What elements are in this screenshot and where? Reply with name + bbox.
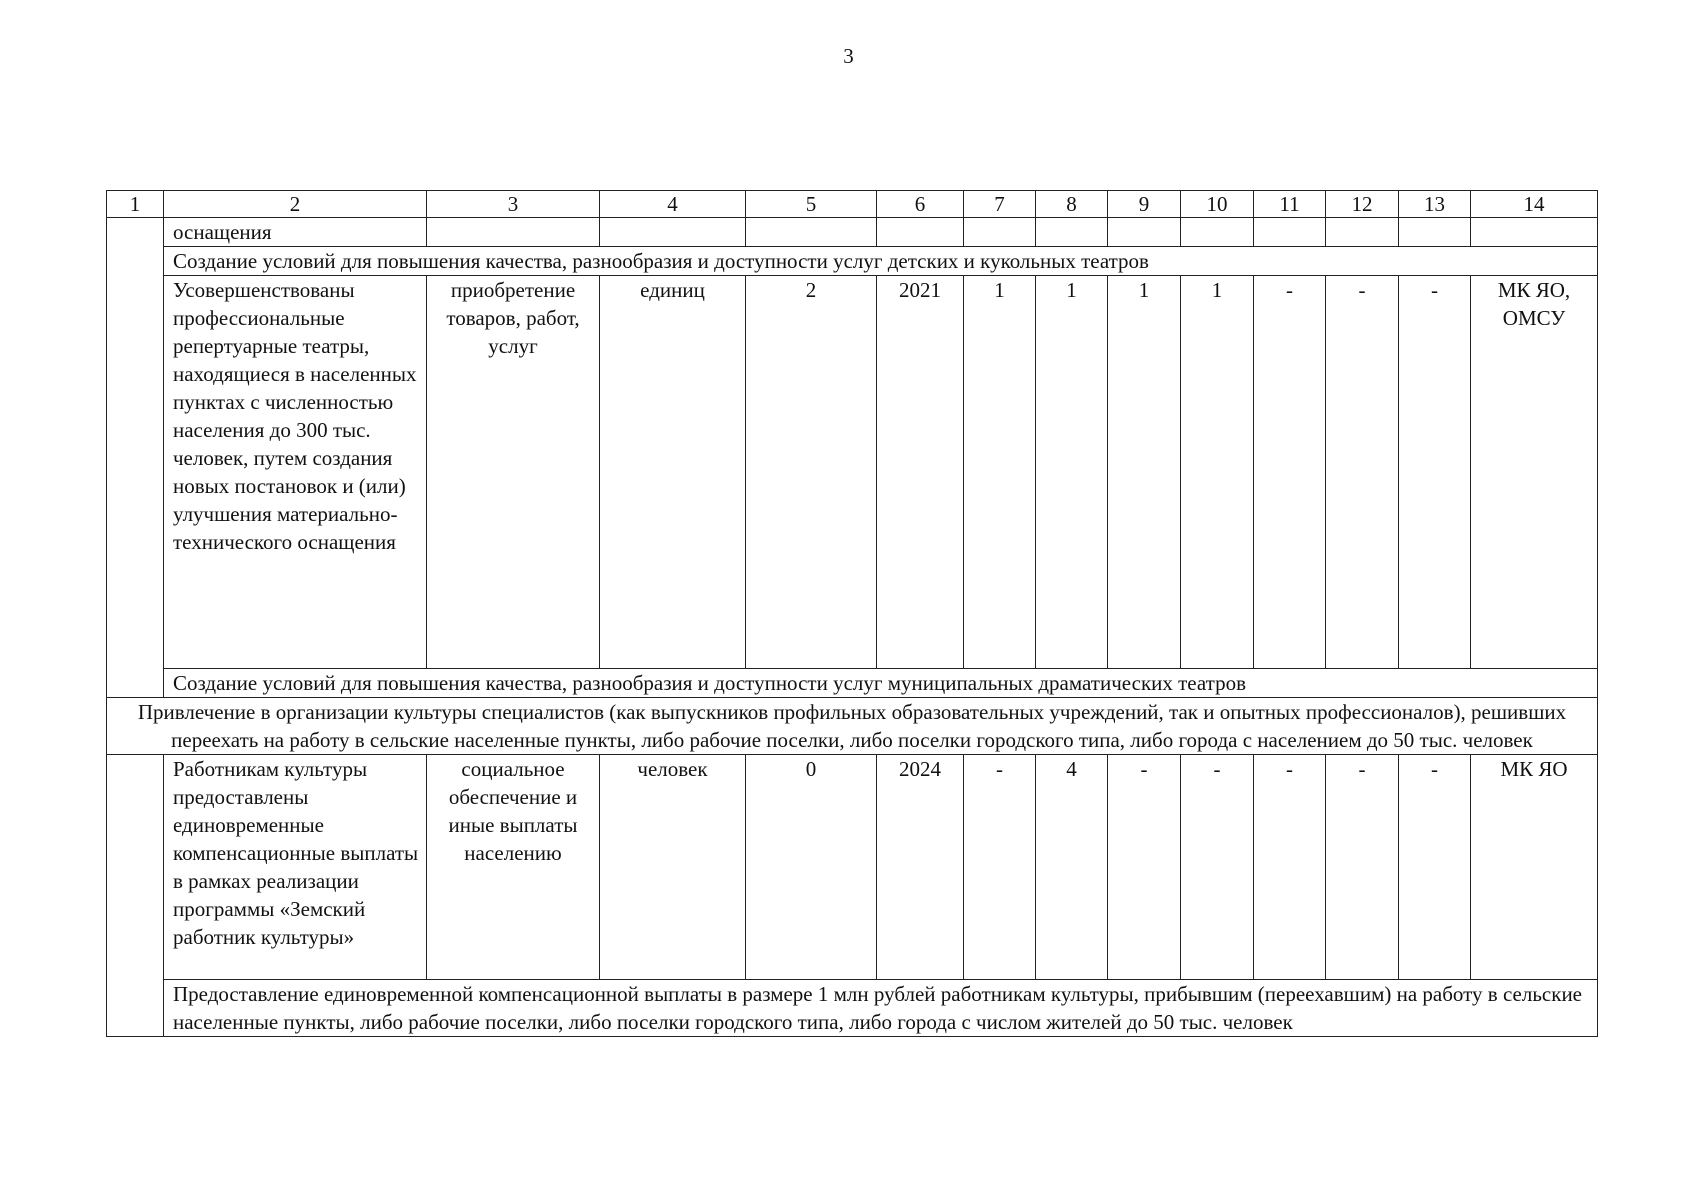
value-cell: 1 bbox=[1181, 276, 1254, 669]
header-cell: 7 bbox=[964, 191, 1036, 218]
description-text: Предоставление единовременной компенсационной выплаты в размере 1 млн рублей работникам культуры, прибывшим (переехавшим) на работу в сельские населенные пункты, либо рабочие поселки, либо поселки городского типа, либо города с числом жителей до 50 тыс. человек bbox=[164, 980, 1598, 1037]
value-cell: - bbox=[1326, 755, 1399, 980]
section-title: Создание условий для повышения качества, разнообразия и доступности услуг муниципальных драматических театров bbox=[164, 669, 1598, 698]
header-cell: 6 bbox=[877, 191, 964, 218]
responsible-cell: МК ЯО, ОМСУ bbox=[1471, 276, 1598, 669]
value-cell: - bbox=[964, 755, 1036, 980]
result-cell: Работникам культуры предоставлены единовременные компенсационные выплаты в рамках реализации программы «Земский работник культуры» bbox=[164, 755, 427, 980]
table-row bbox=[107, 755, 1598, 980]
section-title: Создание условий для повышения качества, разнообразия и доступности услуг детских и кукольных театров bbox=[164, 247, 1598, 276]
task-row bbox=[107, 698, 1598, 755]
section-row bbox=[107, 669, 1598, 698]
responsible-cell: МК ЯО bbox=[1471, 755, 1598, 980]
value-cell: 4 bbox=[1036, 755, 1108, 980]
value-cell: 1 bbox=[1108, 276, 1181, 669]
unit-cell: человек bbox=[600, 755, 746, 980]
value-cell: 1 bbox=[1036, 276, 1108, 669]
header-cell: 12 bbox=[1326, 191, 1399, 218]
type-cell: социальное обеспечение и иные выплаты населению bbox=[427, 755, 600, 980]
row-number bbox=[107, 218, 164, 698]
indicators-table bbox=[106, 190, 1598, 1037]
value-cell: - bbox=[1326, 276, 1399, 669]
result-cell: Усовершенствованы профессиональные репертуарные театры, находящиеся в населенных пунктах с численностью населения до 300 тыс. человек, путем создания новых постановок и (или) улучшения материально-технического оснащения bbox=[164, 276, 427, 669]
header-cell: 10 bbox=[1181, 191, 1254, 218]
row-number bbox=[107, 755, 164, 1037]
header-cell: 8 bbox=[1036, 191, 1108, 218]
continuation-text: оснащения bbox=[164, 218, 427, 247]
header-cell: 1 bbox=[107, 191, 164, 218]
header-cell: 14 bbox=[1471, 191, 1598, 218]
base-value-cell: 2 bbox=[746, 276, 877, 669]
value-cell: 1 bbox=[964, 276, 1036, 669]
header-row bbox=[107, 191, 1598, 218]
value-cell: - bbox=[1108, 755, 1181, 980]
header-cell: 2 bbox=[164, 191, 427, 218]
value-cell: - bbox=[1399, 755, 1471, 980]
section-row bbox=[107, 247, 1598, 276]
header-cell: 5 bbox=[746, 191, 877, 218]
header-cell: 9 bbox=[1108, 191, 1181, 218]
page-number: 3 bbox=[843, 44, 854, 68]
task-title: Привлечение в организации культуры специалистов (как выпускников профильных образовательных учреждений, так и опытных профессионалов), решивших переехать на работу в сельские населенные пункты, либо рабочие поселки, либо поселки городского типа, либо города с населением до 50 тыс. человек bbox=[107, 698, 1598, 755]
value-cell: - bbox=[1399, 276, 1471, 669]
value-cell: - bbox=[1254, 755, 1326, 980]
value-cell: - bbox=[1254, 276, 1326, 669]
header-cell: 13 bbox=[1399, 191, 1471, 218]
unit-cell: единиц bbox=[600, 276, 746, 669]
type-cell: приобретение товаров, работ, услуг bbox=[427, 276, 600, 669]
value-cell: - bbox=[1181, 755, 1254, 980]
year-cell: 2021 bbox=[877, 276, 964, 669]
header-cell: 3 bbox=[427, 191, 600, 218]
header-cell: 4 bbox=[600, 191, 746, 218]
continuation-row bbox=[107, 218, 1598, 247]
base-value-cell: 0 bbox=[746, 755, 877, 980]
description-row bbox=[107, 980, 1598, 1037]
table-row bbox=[107, 276, 1598, 669]
header-cell: 11 bbox=[1254, 191, 1326, 218]
year-cell: 2024 bbox=[877, 755, 964, 980]
